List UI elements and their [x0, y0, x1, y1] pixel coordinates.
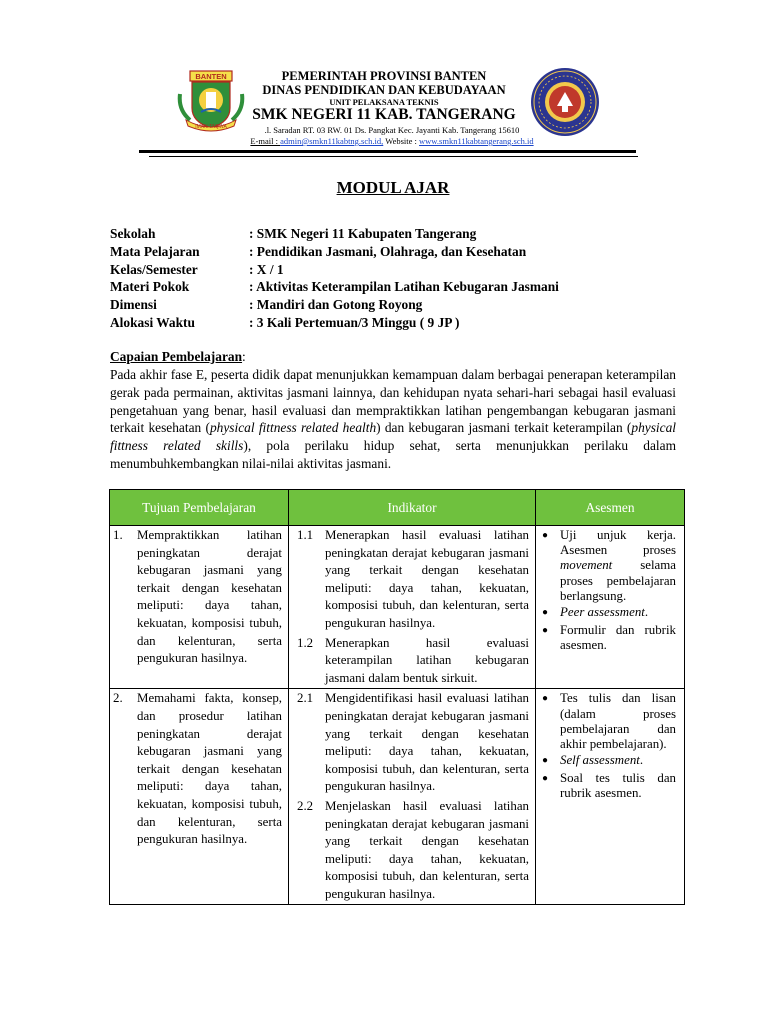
table-row	[110, 526, 685, 689]
email-link[interactable]: admin@smkn11kabtng.sch.id,	[280, 136, 384, 146]
asesmen-text: Tes tulis dan lisan (dalam proses pembelajaran dan akhir pembelajaran).	[560, 691, 676, 751]
indikator-number: 1.2	[297, 635, 314, 650]
identity-key: Dimensi	[110, 297, 157, 312]
capaian-text: ) dan kebugaran jasmani terkait keterampilan (	[376, 420, 632, 436]
bullet-icon: ●	[542, 755, 549, 767]
asesmen-cell	[536, 526, 685, 689]
letterhead-contact	[8, 136, 768, 146]
asesmen-text: .	[644, 605, 649, 620]
tujuan-number: 1.	[113, 528, 123, 542]
asesmen-item	[542, 770, 676, 801]
asesmen-text: .	[639, 753, 644, 768]
letterhead-address: .l. Saradan RT. 03 RW. 01 Ds. Pangkat Kec. Jayanti Kab. Tangerang 15610	[264, 125, 520, 135]
indikator-cell	[289, 526, 536, 689]
identity-value: : Pendidikan Jasmani, Olahraga, dan Kesehatan	[249, 244, 527, 259]
letterhead-government: PEMERINTAH PROVINSI BANTEN	[281, 69, 487, 83]
asesmen-term: Self assessment	[560, 753, 640, 768]
bullet-icon: ●	[542, 607, 549, 619]
email-label: E-mail :	[250, 136, 281, 146]
table-row	[110, 689, 685, 905]
indikator-text: Mengidentifikasi hasil evaluasi latihan peningkatan derajat kebugaran jasmani yang terkait dengan kesehatan meliputi: daya tahan, kekuatan, komposisi tubuh, dan kelenturan, serta pengukuran hasilnya.	[325, 691, 529, 794]
document-title: MODUL AJAR	[336, 178, 450, 197]
bullet-icon: ●	[542, 772, 549, 784]
indikator-number: 2.1	[297, 691, 314, 706]
indikator-number: 2.2	[297, 798, 314, 813]
asesmen-text: Formulir dan rubrik asesmen.	[560, 622, 676, 652]
tujuan-text: Mempraktikkan latihan peningkatan derajat kebugaran jasmani yang terkait dengan kesehatan meliputi: daya tahan, kekuatan, komposisi tubuh, dan kelenturan, serta pengukuran hasilnya.	[137, 528, 282, 666]
asesmen-cell	[536, 689, 685, 905]
asesmen-text: Soal tes tulis dan rubrik asesmen.	[560, 770, 676, 800]
identity-value: : X / 1	[249, 262, 284, 277]
header-tujuan: Tujuan Pembelajaran	[110, 490, 289, 526]
asesmen-text: selama proses pembelajaran berlangsung.	[560, 558, 676, 603]
header-indikator: Indikator	[289, 490, 536, 526]
letterhead-unit: UNIT PELAKSANA TEKNIS	[329, 97, 439, 107]
identity-value: : Mandiri dan Gotong Royong	[249, 297, 423, 312]
identity-value: : SMK Negeri 11 Kabupaten Tangerang	[249, 226, 477, 241]
indikator-cell	[289, 689, 536, 905]
learning-objectives-table	[109, 489, 685, 905]
identity-key: Materi Pokok	[110, 279, 190, 294]
asesmen-text: Uji unjuk kerja. Asesmen proses	[560, 528, 676, 558]
table-header-row	[110, 490, 685, 526]
asesmen-term: Peer assessment	[560, 605, 645, 620]
letterhead-department: DINAS PENDIDIKAN DAN KEBUDAYAAN	[262, 83, 506, 97]
website-link[interactable]: www.smkn11kabtangerang.sch.id	[419, 136, 534, 146]
letterhead-divider-thick	[139, 150, 636, 153]
header-asesmen: Asesmen	[536, 490, 685, 526]
identity-key: Sekolah	[110, 226, 156, 241]
asesmen-item	[542, 752, 676, 770]
tujuan-cell	[110, 689, 289, 905]
asesmen-item	[542, 690, 676, 752]
identity-key: Mata Pelajaran	[110, 244, 200, 259]
capaian-heading-text: Capaian Pembelajaran	[110, 349, 243, 364]
capaian-text: ), pola perilaku hidup sehat, serta menunjukkan perilaku dalam menumbuhkembangkan nilai-nilai aktivitas jasmani.	[110, 438, 676, 471]
bullet-icon: ●	[542, 624, 549, 636]
website-label: Website :	[383, 136, 420, 146]
indikator-number: 1.1	[297, 528, 314, 542]
tujuan-text: Memahami fakta, konsep, dan prosedur latihan peningkatan derajat kebugaran jasmani yang terkait dengan kesehatan meliputi: daya tahan, kekuatan, komposisi tubuh, dan kelenturan, serta pengukuran hasilnya.	[137, 691, 282, 847]
identity-value: : Aktivitas Keterampilan Latihan Kebugaran Jasmani	[249, 279, 559, 294]
asesmen-item	[542, 527, 676, 604]
capaian-paragraph	[110, 366, 676, 473]
bullet-icon: ●	[542, 693, 549, 705]
tujuan-number: 2.	[113, 691, 123, 706]
bullet-icon: ●	[542, 530, 549, 541]
svg-text:BANTEN: BANTEN	[195, 72, 227, 81]
svg-text:IMAN TAQWA: IMAN TAQWA	[195, 124, 227, 130]
identity-key: Alokasi Waktu	[110, 315, 195, 330]
capaian-term: physical fittness related health	[209, 420, 377, 436]
indikator-text: Menerapkan hasil evaluasi latihan peningkatan derajat kebugaran jasmani yang terkait dengan kesehatan meliputi: daya tahan, kekuatan, komposisi tubuh, dan kelenturan, serta pengukuran hasilnya.	[325, 528, 529, 630]
letterhead-school-name: SMK NEGERI 11 KAB. TANGERANG	[252, 106, 516, 123]
identity-key: Kelas/Semester	[110, 262, 198, 277]
capaian-heading-colon: :	[242, 349, 246, 364]
letterhead-divider-thin	[149, 156, 638, 157]
indikator-text: Menjelaskan hasil evaluasi latihan peningkatan derajat kebugaran jasmani yang terkait dengan kesehatan meliputi: daya tahan, kekuatan, komposisi tubuh, dan kelenturan, serta pengukuran hasilnya.	[325, 798, 529, 901]
capaian-text: Pada akhir fase E, peserta didik dapat menunjukkan kemampuan dalam berbagai penerapan keterampilan gerak pada permainan, aktivitas jasmani lainnya, dan kehidupan nyata sehari-hari sebagai hasil evaluasi pengetahuan yang benar, hasil evaluasi dan mempraktikkan latihan pengembangan kebugaran jasmani terkait kesehatan (	[110, 367, 676, 436]
asesmen-item	[542, 622, 676, 653]
capaian-term: physical fittness related skills	[110, 420, 677, 454]
identity-value: : 3 Kali Pertemuan/3 Minggu ( 9 JP )	[249, 315, 460, 330]
capaian-heading	[110, 349, 246, 365]
asesmen-item	[542, 604, 676, 622]
asesmen-term: movement	[560, 558, 613, 573]
indikator-text: Menerapkan hasil evaluasi keterampilan latihan kebugaran jasmani dalam bentuk sirkuit.	[325, 635, 529, 685]
tujuan-cell	[110, 526, 289, 689]
